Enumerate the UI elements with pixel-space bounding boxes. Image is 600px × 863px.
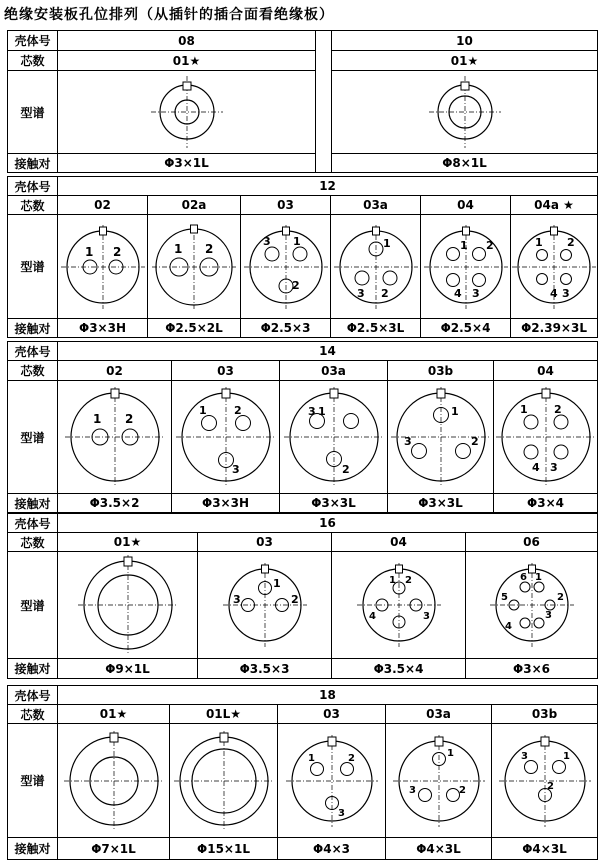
core-code: 03	[172, 361, 280, 381]
pin-3b-icon	[493, 726, 597, 836]
contact-label: 接触对	[8, 838, 58, 860]
cores-label: 芯数	[8, 196, 58, 215]
svg-text:4: 4	[368, 611, 376, 622]
shell-label: 壳体号	[8, 342, 58, 361]
core-code: 03	[278, 705, 386, 724]
svg-text:4: 4	[550, 286, 558, 300]
pattern-cell	[280, 381, 388, 494]
pattern-cell	[494, 381, 598, 494]
core-code: 03a	[386, 705, 492, 724]
contact-spec: Φ7×1L	[58, 838, 170, 860]
contact-spec: Φ3×3L	[388, 494, 494, 513]
pattern-cell	[58, 215, 148, 319]
svg-text:1: 1	[562, 750, 570, 762]
pin-single-large-icon	[76, 553, 180, 657]
svg-text:2: 2	[233, 404, 242, 417]
core-code: 03b	[388, 361, 494, 381]
svg-text:1: 1	[307, 752, 315, 764]
svg-text:1: 1	[174, 241, 183, 256]
svg-text:2: 2	[404, 575, 412, 586]
shell-value: 18	[58, 686, 598, 705]
cores-label: 芯数	[8, 51, 58, 71]
svg-text:3: 3	[471, 286, 480, 300]
svg-text:2: 2	[485, 238, 494, 252]
pin-single-small-icon	[147, 72, 227, 152]
svg-text:2: 2	[567, 235, 575, 249]
pin-3a-icon	[387, 726, 491, 836]
svg-text:4: 4	[504, 621, 512, 632]
svg-text:2: 2	[124, 412, 133, 426]
svg-text:3: 3	[356, 286, 365, 300]
svg-text:3: 3	[408, 784, 416, 796]
pin-3-icon	[280, 726, 384, 836]
section-shell-08-10	[7, 30, 598, 173]
pattern-label: 型谱	[8, 71, 58, 154]
contact-spec: Φ9×1L	[58, 659, 198, 679]
svg-text:3: 3	[337, 807, 345, 819]
svg-text:3: 3	[232, 593, 241, 606]
cores-label: 芯数	[8, 361, 58, 381]
shell-label: 壳体号	[8, 686, 58, 705]
core-code: 03a	[331, 196, 421, 215]
pattern-label: 型谱	[8, 381, 58, 494]
pin-single-large-icon	[62, 726, 166, 836]
svg-text:3: 3	[231, 463, 240, 476]
svg-text:3: 3	[550, 461, 558, 474]
pattern-cell	[421, 215, 511, 319]
contact-spec: Φ2.5×2L	[148, 319, 241, 338]
svg-text:3: 3	[403, 435, 412, 448]
core-code: 04	[332, 533, 466, 552]
core-code: 02	[58, 196, 148, 215]
pin-2a-icon	[151, 217, 237, 317]
pattern-cell	[332, 71, 598, 154]
pattern-cell	[331, 215, 421, 319]
core-code: 03	[198, 533, 332, 552]
shell-value: 14	[58, 342, 598, 361]
pattern-label: 型谱	[8, 552, 58, 659]
svg-text:1: 1	[84, 244, 93, 259]
pattern-cell	[148, 215, 241, 319]
pin-4-icon	[494, 382, 598, 492]
svg-text:3: 3	[262, 234, 271, 248]
cores-label: 芯数	[8, 533, 58, 552]
pattern-cell	[172, 381, 280, 494]
core-code: 04	[494, 361, 598, 381]
pattern-cell	[58, 724, 170, 838]
svg-text:3: 3	[307, 405, 316, 418]
pattern-cell	[58, 381, 172, 494]
core-code: 03a	[280, 361, 388, 381]
pattern-cell	[278, 724, 386, 838]
section-shell-18	[7, 685, 598, 860]
svg-text:1: 1	[272, 577, 281, 590]
contact-spec: Φ2.5×4	[421, 319, 511, 338]
contact-spec: Φ4×3L	[386, 838, 492, 860]
pattern-label: 型谱	[8, 215, 58, 319]
pattern-cell	[58, 552, 198, 659]
core-code: 04a ★	[511, 196, 598, 215]
contact-spec: Φ3.5×3	[198, 659, 332, 679]
core-code: 04	[421, 196, 511, 215]
pattern-cell	[511, 215, 598, 319]
contact-label: 接触对	[8, 154, 58, 173]
svg-text:4: 4	[453, 286, 462, 300]
svg-text:1: 1	[388, 575, 396, 586]
column-gap	[316, 31, 332, 173]
pin-single-large-icon	[172, 726, 276, 836]
shell-value: 12	[58, 177, 598, 196]
pin-3-icon	[243, 217, 329, 317]
pattern-label: 型谱	[8, 724, 58, 838]
svg-text:1: 1	[317, 405, 326, 418]
svg-text:2: 2	[291, 278, 300, 292]
contact-spec: Φ3.5×4	[332, 659, 466, 679]
svg-text:6: 6	[519, 572, 527, 583]
svg-text:2: 2	[205, 241, 214, 256]
core-code: 06	[466, 533, 598, 552]
contact-spec: Φ3.5×2	[58, 494, 172, 513]
core-code: 01L★	[170, 705, 278, 724]
pin-3a-icon	[282, 382, 386, 492]
pattern-cell	[386, 724, 492, 838]
svg-text:3: 3	[544, 610, 552, 621]
contact-spec: Φ3×3H	[172, 494, 280, 513]
contact-spec: Φ4×3	[278, 838, 386, 860]
pattern-cell	[388, 381, 494, 494]
svg-text:2: 2	[470, 435, 479, 448]
pin-single-small-icon	[425, 72, 505, 152]
page-title: 绝缘安装板孔位排列（从插针的插合面看绝缘板）	[4, 7, 334, 23]
pattern-cell	[58, 71, 316, 154]
contact-spec: Φ3×6	[466, 659, 598, 679]
svg-text:1: 1	[520, 403, 528, 416]
core-code: 03	[241, 196, 331, 215]
contact-spec: Φ3×1L	[58, 154, 316, 173]
svg-text:2: 2	[556, 592, 564, 603]
pin-3-icon	[213, 553, 317, 657]
pin-2-icon	[60, 217, 146, 317]
svg-text:3: 3	[422, 611, 430, 622]
core-code: 01★	[332, 51, 598, 71]
svg-text:2: 2	[112, 244, 121, 259]
svg-text:4: 4	[532, 461, 540, 474]
svg-text:2: 2	[458, 784, 466, 796]
core-code: 01★	[58, 51, 316, 71]
contact-spec: Φ2.39×3L	[511, 319, 598, 338]
section-shell-16	[7, 513, 598, 679]
pin-4-icon	[423, 217, 509, 317]
pin-3a-icon	[333, 217, 419, 317]
pattern-cell	[466, 552, 598, 659]
pin-4-icon	[347, 553, 451, 657]
pin-6-icon	[480, 553, 584, 657]
contact-spec: Φ4×3L	[492, 838, 598, 860]
svg-text:1: 1	[534, 572, 542, 583]
core-code: 01★	[58, 533, 198, 552]
svg-text:1: 1	[292, 234, 301, 248]
svg-text:2: 2	[290, 593, 299, 606]
shell-value: 10	[332, 31, 598, 51]
svg-text:1: 1	[450, 405, 459, 418]
svg-text:2: 2	[546, 780, 554, 792]
shell-value: 08	[58, 31, 316, 51]
svg-text:3: 3	[520, 750, 528, 762]
pin-4a-icon	[511, 217, 597, 317]
contact-label: 接触对	[8, 494, 58, 513]
core-code: 02	[58, 361, 172, 381]
svg-text:2: 2	[380, 286, 389, 300]
contact-spec: Φ15×1L	[170, 838, 278, 860]
shell-label: 壳体号	[8, 514, 58, 533]
core-code: 02a	[148, 196, 241, 215]
pin-3-icon	[174, 382, 278, 492]
pattern-cell	[241, 215, 331, 319]
svg-text:1: 1	[459, 238, 468, 252]
svg-text:2: 2	[341, 463, 350, 476]
svg-text:2: 2	[347, 752, 355, 764]
contact-spec: Φ3×3H	[58, 319, 148, 338]
svg-text:1: 1	[535, 235, 543, 249]
shell-value: 16	[58, 514, 598, 533]
pattern-cell	[492, 724, 598, 838]
contact-spec: Φ3×3L	[280, 494, 388, 513]
core-code: 03b	[492, 705, 598, 724]
svg-text:1: 1	[92, 412, 101, 426]
shell-label: 壳体号	[8, 31, 58, 51]
svg-text:5: 5	[500, 592, 508, 603]
section-shell-14	[7, 341, 598, 513]
pattern-cell	[332, 552, 466, 659]
contact-spec: Φ2.5×3	[241, 319, 331, 338]
svg-text:1: 1	[382, 236, 391, 250]
section-shell-12	[7, 176, 598, 338]
svg-text:1: 1	[446, 747, 454, 759]
svg-text:2: 2	[554, 403, 562, 416]
contact-spec: Φ3×4	[494, 494, 598, 513]
shell-label: 壳体号	[8, 177, 58, 196]
contact-label: 接触对	[8, 319, 58, 338]
pattern-cell	[170, 724, 278, 838]
contact-spec: Φ8×1L	[332, 154, 598, 173]
svg-text:1: 1	[198, 404, 207, 417]
pin-2-icon	[63, 382, 167, 492]
svg-text:3: 3	[562, 286, 570, 300]
core-code: 01★	[58, 705, 170, 724]
pattern-cell	[198, 552, 332, 659]
contact-spec: Φ2.5×3L	[331, 319, 421, 338]
cores-label: 芯数	[8, 705, 58, 724]
pin-3b-icon	[389, 382, 493, 492]
contact-label: 接触对	[8, 659, 58, 679]
